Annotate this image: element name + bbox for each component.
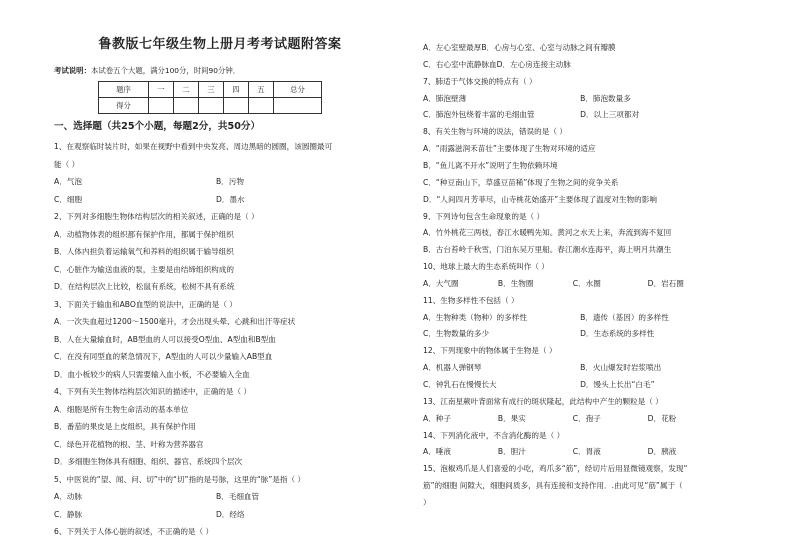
answer-option: A．肺泡壁薄 — [423, 93, 467, 103]
score-cell — [174, 98, 199, 114]
question-line: B．番茄的果皮是上皮组织，具有保护作用 — [54, 422, 196, 431]
score-cell — [199, 98, 224, 114]
score-header-cell: 题序 — [99, 82, 149, 98]
answer-option: C．水圈 — [572, 278, 601, 288]
exam-note-label: 考试说明： — [54, 66, 91, 75]
score-header-cell: 二 — [174, 82, 199, 98]
question-line: 15、泡椒鸡爪是人们喜爱的小吃，鸡爪多“筋”，经切片后用显微镜观察，发现“ — [423, 464, 688, 474]
answer-option: A．种子 — [423, 413, 451, 423]
exam-note — [54, 67, 240, 75]
question-line: 3、下面关于输血和ABO血型的说法中，正确的是（ ） — [54, 299, 237, 309]
answer-option: B．胆汁 — [497, 447, 526, 457]
question-line: 能（ ） — [54, 159, 80, 169]
question-line: B．人体内担负着运输氧气和养料的组织属于输导组织 — [54, 247, 234, 256]
question-line: 5、中医说的“望、闻、问、切”中的“切”指的是号脉，这里的“脉”是指（ ） — [54, 474, 306, 484]
question-line: 12、下列现象中的物体属于生物是（ ） — [423, 346, 557, 356]
score-cell — [149, 98, 174, 114]
answer-option: C．钟乳石在慢慢长大 — [423, 380, 497, 389]
question-line: A．“雨露滋润禾苗壮”主要体现了生物对环境的适应 — [423, 144, 596, 154]
answer-option: A．唾液 — [423, 447, 451, 457]
question-line: 2、下列对多细胞生物体结构层次的相关叙述，正确的是（ ） — [54, 212, 259, 221]
score-table — [98, 81, 322, 114]
score-header-cell: 三 — [199, 82, 224, 98]
question-line: C．在没有同型血的紧急情况下，A型血的人可以少量输入AB型血 — [54, 352, 273, 361]
answer-option: B．生物圈 — [497, 278, 534, 288]
answer-option: D．岩石圈 — [647, 278, 684, 288]
exam-note-text: 本试卷五个大题，满分100分，时间90分钟． — [90, 66, 241, 75]
score-cell — [274, 98, 322, 114]
question-line: A．动植物体表的组织都有保护作用，都属于保护组织 — [54, 229, 234, 239]
question-line: 6、下列关于人体心脏的叙述，不正确的是（ ） — [54, 527, 214, 536]
answer-option: B．果实 — [497, 413, 526, 423]
question-line: B．人在大量输血时，AB型血的人可以接受O型血、A型血和B型血 — [54, 334, 276, 344]
score-header-cell: 五 — [249, 82, 274, 98]
question-line: B．“鱼儿离不开水”说明了生物依赖环境 — [423, 160, 558, 170]
answer-option: D．经络 — [215, 509, 245, 519]
question-line: 13、江南星蕨叶背面常有成行的斑状隆起，此结构中产生的颗粒是（ ） — [423, 396, 663, 406]
question-line: ） — [423, 497, 431, 507]
answer-option: A．机器人弹钢琴 — [423, 363, 482, 373]
question-line: D．在结构层次上比较，松鼠有系统，松树不具有系统 — [54, 282, 235, 291]
answer-option: A．动脉 — [54, 492, 82, 501]
question-line: 8、有关生物与环境的说法，错误的是（ ） — [423, 127, 567, 137]
answer-option: C．静脉 — [54, 509, 83, 519]
answer-option: A．气泡 — [54, 177, 82, 186]
question-line: A．左心室壁最厚B．心房与心室、心室与动脉之间有瓣膜 — [423, 43, 616, 52]
question-line: A．一次失血超过1200～1500毫升，才会出现头晕、心跳和出汗等症状 — [54, 317, 296, 326]
question-line: A．细胞是所有生物生命活动的基本单位 — [54, 404, 189, 414]
score-row-label: 得分 — [99, 98, 149, 114]
answer-option: C．肺泡外包绕着丰富的毛细血管 — [423, 110, 535, 120]
score-table-score-row — [99, 98, 322, 114]
score-cell — [224, 98, 249, 114]
answer-option: B．遗传（基因）的多样性 — [580, 312, 669, 322]
answer-option: B．火山爆发时岩浆喷出 — [580, 363, 662, 373]
question-line: C．右心室中流静脉血D．左心房连接主动脉 — [423, 59, 571, 69]
answer-option: D．生态系统的多样性 — [580, 329, 655, 339]
question-line: A．竹外桃花三两枝，春江水暖鸭先知。黄河之水天上来，奔流到海不复回 — [423, 228, 672, 238]
question-line: 10、地球上最大的生态系统叫作（ ） — [423, 262, 549, 272]
score-header-cell: 四 — [224, 82, 249, 98]
question-line: 1、在观察临时装片时，如果在视野中看到中央发亮、周边黑暗的圆圈，该圆圈最可 — [54, 142, 333, 151]
question-line: C．绿色开花植物的根、茎、叶称为营养器官 — [54, 439, 204, 449]
answer-option: A．生物种类（物种）的多样性 — [423, 312, 527, 322]
answer-option: B．毛细血管 — [215, 492, 260, 501]
answer-option: C．细胞 — [54, 194, 83, 204]
score-cell — [249, 98, 274, 114]
answer-option: D．墨水 — [215, 194, 245, 204]
score-header-cell: 总分 — [274, 82, 322, 98]
answer-option: C．孢子 — [572, 413, 601, 423]
section-heading: 一、选择题（共25个小题，每题2分，共50分） — [54, 121, 261, 132]
answer-option: B．肺泡数量多 — [580, 93, 631, 103]
answer-option: D．花粉 — [647, 413, 677, 423]
question-line: 4、下列有关生物体结构层次知识的描述中，正确的是（ ） — [54, 387, 252, 396]
score-header-cell: 一 — [149, 82, 174, 98]
question-line: 7、肺适于气体交换的特点有（ ） — [423, 76, 537, 86]
page-title: 鲁教版七年级生物上册月考考试题附答案 — [98, 37, 342, 52]
question-line: 筋”的细胞 间隙大，细胞间质多，具有连接和支持作用．.由此可见“筋”属于（ — [423, 481, 683, 491]
answer-option: C．生物数量的多少 — [423, 329, 490, 339]
answer-option: D．以上三项都对 — [580, 110, 640, 120]
answer-option: A．大气圈 — [423, 278, 459, 288]
question-line: 14、下列消化液中，不含消化酶的是（ ） — [423, 430, 565, 440]
question-line: D．血小板较少的病人只需要输入血小板，不必要输入全血 — [54, 369, 250, 379]
question-line: B．古台苔岭千秋雪，门泊东吴万里船。春江潮水连海平，海上明月共潮生 — [423, 245, 672, 255]
answer-option: B．污物 — [215, 177, 244, 186]
question-line: D．“人间四月芳菲尽，山寺桃花始盛开”主要体现了温度对生物的影响 — [423, 194, 657, 204]
answer-option: C．胃液 — [572, 447, 601, 457]
score-table-header-row — [99, 82, 322, 98]
question-line: C．心脏作为输送血液的泵，主要是由结缔组织构成的 — [54, 264, 234, 274]
answer-option: D．胰液 — [647, 447, 677, 457]
question-line: 9、下列诗句包含生命现象的是（ ） — [423, 211, 545, 221]
question-line: C．“种豆南山下，草盛豆苗稀”体现了生物之间的竞争关系 — [423, 177, 619, 187]
question-line: 11、生物多样性不包括（ ） — [423, 295, 519, 305]
question-line: D．多细胞生物体具有细胞、组织、器官、系统四个层次 — [54, 457, 243, 466]
answer-option: D．馒头上长出“白毛” — [580, 380, 655, 389]
